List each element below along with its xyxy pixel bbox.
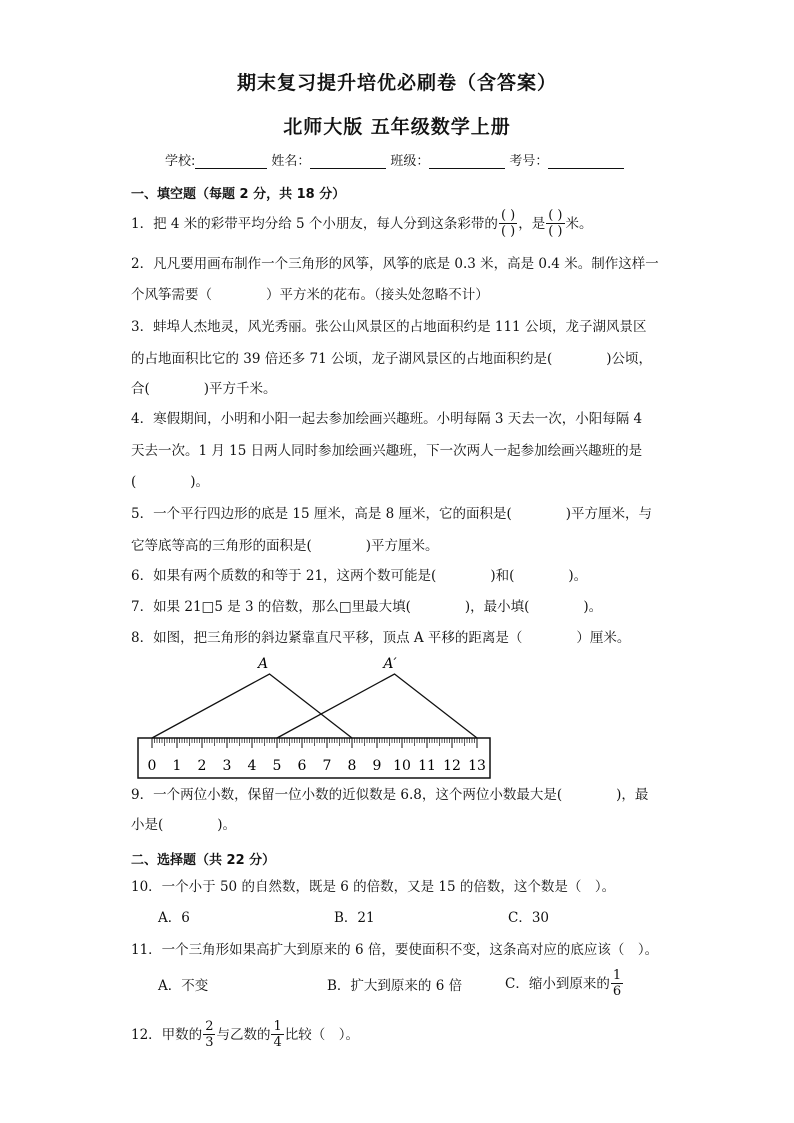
q11-option-c-text: C．缩小到原来的	[505, 975, 610, 992]
section-heading-choice: 二、选择题（共 22 分）	[131, 853, 276, 868]
question-4-line-3: ( )。	[131, 474, 210, 490]
question-3-line-1: 3．蚌埠人杰地灵，风光秀丽。张公山风景区的占地面积约是 111 公顷，龙子湖风景区	[131, 319, 647, 335]
q1-text-b: ，是	[518, 215, 546, 232]
question-5-line-1: 5．一个平行四边形的底是 15 厘米，高是 8 厘米，它的面积是( )平方厘米，与	[131, 506, 653, 522]
q12-fraction-1	[203, 1019, 215, 1050]
ruler-tick-label: 12	[443, 758, 461, 774]
q1-fraction-2[interactable]	[546, 208, 564, 239]
ruler-tick-label: 9	[372, 758, 382, 774]
question-2-line-2: 个风筝需要（ ）平方米的花布。（接头处忽略不计）	[131, 287, 489, 303]
question-9-line-2: 小是( )。	[131, 817, 237, 833]
ruler-tick-label: 8	[347, 758, 357, 774]
q12-text-a: 12．甲数的	[131, 1026, 203, 1043]
question-3-line-2: 的占地面积比它的 39 倍还多 71 公顷，龙子湖风景区的占地面积约是( )公顷，	[131, 351, 653, 367]
ruler-tick-label: 5	[272, 758, 282, 774]
q1-text-a: 1．把 4 米的彩带平均分给 5 个小朋友，每人分到这条彩带的	[131, 215, 498, 232]
name-label: 姓名：	[271, 154, 311, 169]
q11-fraction-num: 1	[612, 968, 622, 983]
question-9-line-1: 9．一个两位小数，保留一位小数的近似数是 6.8，这个两位小数最大是( )，最	[131, 787, 649, 803]
q12-text-b: 与乙数的	[216, 1026, 271, 1043]
ruler-labels	[148, 758, 486, 774]
triangle-original	[152, 674, 352, 738]
school-field[interactable]	[195, 154, 267, 169]
question-11: 11．一个三角形如果高扩大到原来的 6 倍，要使面积不变，这条高对应的底应该（ ）。	[131, 942, 659, 958]
question-8: 8．如图，把三角形的斜边紧靠直尺平移，顶点 A 平移的距离是（ ）厘米。	[131, 630, 631, 646]
q11-option-b[interactable]: B．扩大到原来的 6 倍	[327, 978, 463, 994]
ruler-tick-label: 7	[322, 758, 332, 774]
name-field[interactable]	[310, 154, 386, 169]
q12-text-c: 比较（ ）。	[284, 1026, 359, 1043]
question-4-line-1: 4．寒假期间，小明和小阳一起去参加绘画兴趣班。小明每隔 3 天去一次，小阳每隔 4	[131, 411, 643, 427]
q10-option-a[interactable]: A．6	[158, 910, 190, 926]
number-label: 考号：	[509, 154, 549, 169]
q1-fraction-2-den: ( )	[548, 224, 563, 239]
ruler-tick-label: 10	[393, 758, 411, 774]
question-7: 7．如果 21□5 是 3 的倍数，那么□里最大填( )，最小填( )。	[131, 599, 603, 615]
student-info	[165, 150, 628, 169]
q11-option-c[interactable]	[505, 968, 624, 999]
number-field[interactable]	[548, 154, 624, 169]
vertex-a-label: A	[257, 656, 269, 672]
ruler-tick-label: 13	[468, 758, 486, 774]
section-heading-fill-in: 一、填空题（每题 2 分，共 18 分）	[131, 187, 346, 202]
q11-option-c-fraction	[611, 968, 623, 999]
class-field[interactable]	[429, 154, 505, 169]
q12-fraction-2-den: 4	[273, 1035, 282, 1050]
ruler-tick-label: 1	[172, 758, 182, 774]
page-subtitle: 北师大版 五年级数学上册	[283, 116, 511, 138]
ruler-body	[138, 738, 490, 778]
question-4-line-2: 天去一次。1 月 15 日两人同时参加绘画兴趣班，下一次两人一起参加绘画兴趣班的是	[131, 443, 643, 459]
ruler-ticks	[152, 738, 477, 748]
question-3-line-3: 合( )平方千米。	[131, 381, 277, 397]
q1-fraction-1[interactable]	[499, 208, 517, 239]
vertex-a-prime-label: A′	[383, 656, 397, 672]
q11-fraction-den: 6	[612, 984, 622, 999]
ruler-tick-label: 2	[197, 758, 207, 774]
question-1	[131, 208, 593, 239]
ruler-tick-label: 0	[147, 758, 157, 774]
q12-fraction-2	[271, 1019, 283, 1050]
q10-option-c[interactable]: C．30	[508, 910, 550, 926]
q12-fraction-1-num: 2	[205, 1019, 214, 1034]
ruler-tick-label: 6	[297, 758, 307, 774]
class-label: 班级：	[390, 154, 430, 169]
q1-fraction-1-den: ( )	[500, 224, 516, 239]
question-2-line-1: 2．凡凡要用画布制作一个三角形的风筝，风筝的底是 0.3 米，高是 0.4 米。制作这样一	[131, 256, 659, 272]
q12-fraction-2-num: 1	[273, 1019, 282, 1034]
triangle-translated	[277, 674, 477, 738]
page-title: 期末复习提升培优必刷卷（含答案）	[236, 72, 557, 94]
question-5-line-2: 它等底等高的三角形的面积是( )平方厘米。	[131, 538, 439, 554]
ruler-triangle-figure	[130, 652, 500, 780]
triangles	[152, 674, 477, 738]
ruler-tick-label: 3	[222, 758, 232, 774]
q11-option-a[interactable]: A．不变	[158, 978, 209, 994]
ruler-tick-label: 4	[247, 758, 257, 774]
ruler-tick-label: 11	[418, 758, 436, 774]
question-12	[131, 1019, 359, 1050]
q1-fraction-2-num: ( )	[548, 208, 563, 223]
school-label: 学校:	[165, 154, 196, 169]
q12-fraction-1-den: 3	[205, 1035, 214, 1050]
q1-text-c: 米。	[565, 215, 593, 232]
question-6: 6．如果有两个质数的和等于 21，这两个数可能是( )和( )。	[131, 568, 588, 584]
q10-option-b[interactable]: B．21	[334, 910, 375, 926]
q1-fraction-1-num: ( )	[500, 208, 516, 223]
question-10: 10．一个小于 50 的自然数，既是 6 的倍数，又是 15 的倍数，这个数是（ ）。	[131, 879, 616, 895]
